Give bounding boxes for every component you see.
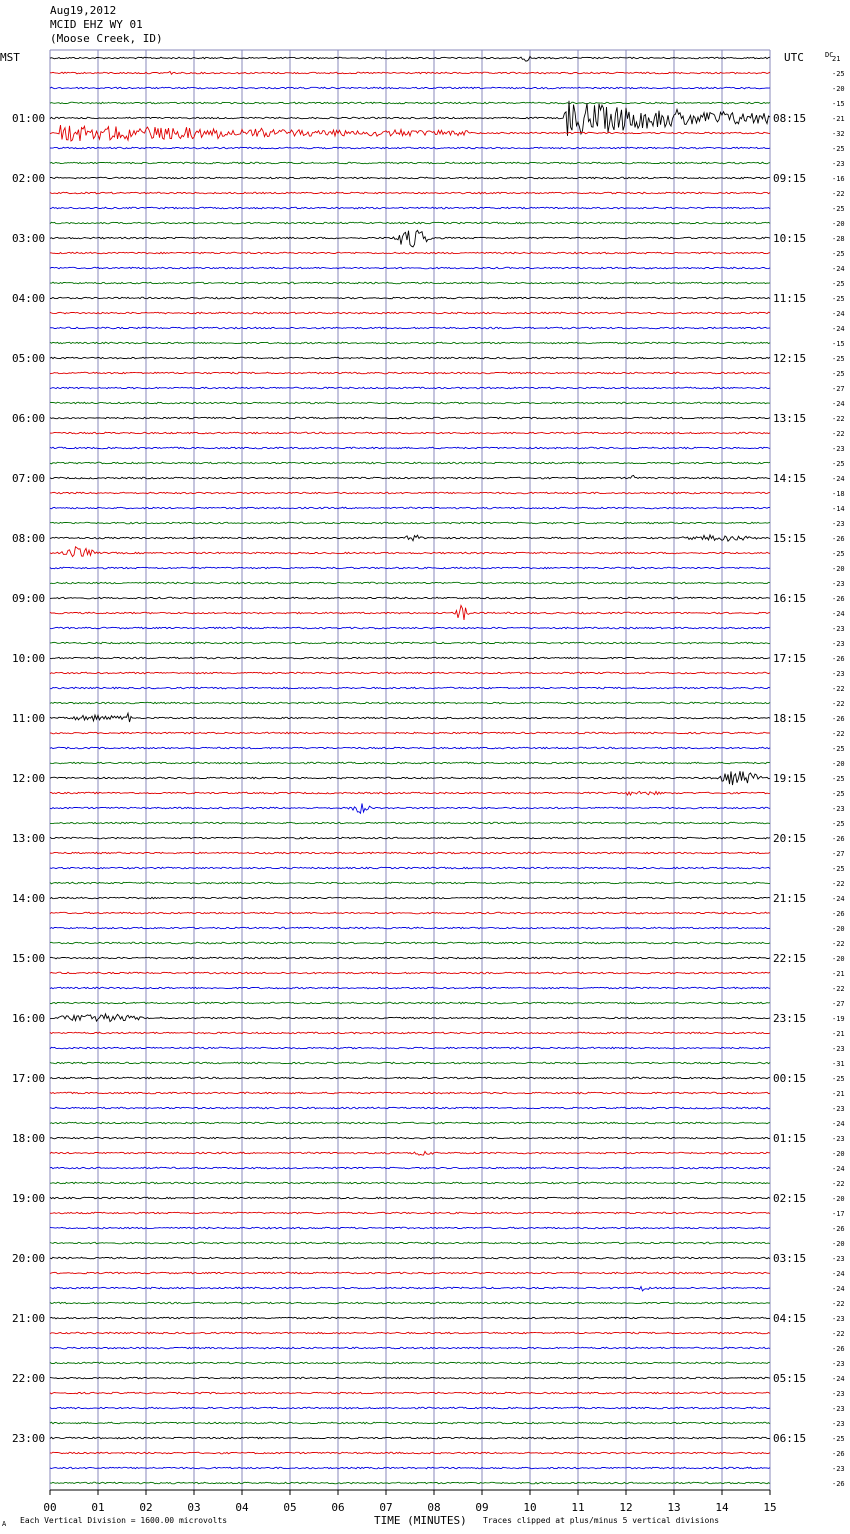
dc-value-label: -23 xyxy=(832,1405,845,1413)
trace-row-90 xyxy=(50,1407,770,1409)
trace-row-87 xyxy=(50,1362,770,1364)
dc-value-label: -23 xyxy=(832,670,845,678)
trace-row-76 xyxy=(50,1197,770,1199)
right-hour-label: 11:15 xyxy=(773,292,807,305)
trace-row-38 xyxy=(50,627,770,629)
right-hour-label: 23:15 xyxy=(773,1012,807,1025)
dc-value-label: -25 xyxy=(832,145,845,153)
left-hour-label: 01:00 xyxy=(12,112,46,125)
right-hour-label: 18:15 xyxy=(773,712,807,725)
trace-row-60 xyxy=(50,957,770,959)
trace-row-36 xyxy=(50,597,770,599)
dc-value-label: -22 xyxy=(832,700,845,708)
trace-row-2 xyxy=(50,87,770,89)
right-hour-label: 04:15 xyxy=(773,1312,807,1325)
dc-value-label: -27 xyxy=(832,850,845,858)
right-hour-label: 08:15 xyxy=(773,112,807,125)
trace-row-23 xyxy=(50,402,770,404)
x-tick-label: 00 xyxy=(43,1501,57,1514)
trace-row-49 xyxy=(50,791,770,795)
dc-value-label: -20 xyxy=(832,1150,845,1158)
footer-mark: A xyxy=(2,1520,7,1528)
trace-row-67 xyxy=(50,1062,770,1064)
trace-row-0 xyxy=(50,57,770,62)
trace-row-64 xyxy=(50,1014,770,1022)
dc-value-label: -26 xyxy=(832,655,845,663)
right-hour-label: 15:15 xyxy=(773,532,807,545)
left-hour-label: 10:00 xyxy=(12,652,46,665)
dc-value-label: -24 xyxy=(832,895,845,903)
trace-row-43 xyxy=(50,702,770,704)
dc-value-label: -20 xyxy=(832,925,845,933)
dc-value-label: -22 xyxy=(832,1330,845,1338)
trace-row-44 xyxy=(50,713,770,722)
trace-row-13 xyxy=(50,252,770,254)
trace-row-24 xyxy=(50,417,770,419)
dc-value-label: -22 xyxy=(832,415,845,423)
dc-value-label: -22 xyxy=(832,190,845,198)
left-hour-label: 15:00 xyxy=(12,952,46,965)
x-tick-label: 01 xyxy=(91,1501,105,1514)
footer-scale-note: Each Vertical Division = 1600.00 microvolts xyxy=(20,1516,228,1525)
dc-value-label: -19 xyxy=(832,1015,845,1023)
trace-row-88 xyxy=(50,1377,770,1379)
right-hour-label: 12:15 xyxy=(773,352,807,365)
trace-row-7 xyxy=(50,162,770,164)
right-hour-label: 03:15 xyxy=(773,1252,807,1265)
trace-row-1 xyxy=(50,71,770,74)
right-hour-label: 10:15 xyxy=(773,232,807,245)
dc-value-label: -20 xyxy=(832,1240,845,1248)
dc-value-label: -24 xyxy=(832,310,845,318)
x-tick-label: 14 xyxy=(715,1501,729,1514)
left-hour-label: 17:00 xyxy=(12,1072,46,1085)
dc-value-label: -24 xyxy=(832,1375,845,1383)
trace-row-42 xyxy=(50,687,770,689)
trace-row-66 xyxy=(50,1047,770,1049)
left-hour-label: 08:00 xyxy=(12,532,46,545)
left-hour-label: 07:00 xyxy=(12,472,46,485)
trace-row-41 xyxy=(50,672,770,674)
location-label: (Moose Creek, ID) xyxy=(50,32,163,45)
x-tick-label: 06 xyxy=(331,1501,345,1514)
trace-row-21 xyxy=(50,372,770,374)
dc-value-label: -21 xyxy=(832,1030,845,1038)
left-hour-label: 14:00 xyxy=(12,892,46,905)
right-hour-label: 16:15 xyxy=(773,592,807,605)
dc-value-label: -23 xyxy=(832,1315,845,1323)
trace-row-19 xyxy=(50,342,770,344)
right-hour-label: 20:15 xyxy=(773,832,807,845)
dc-value-label: -23 xyxy=(832,1045,845,1053)
trace-row-14 xyxy=(50,267,770,269)
x-tick-label: 07 xyxy=(379,1501,393,1514)
trace-row-34 xyxy=(50,567,770,569)
trace-row-61 xyxy=(50,972,770,974)
dc-value-label: -20 xyxy=(832,220,845,228)
left-hour-label: 04:00 xyxy=(12,292,46,305)
trace-row-30 xyxy=(50,507,770,509)
dc-value-label: -23 xyxy=(832,160,845,168)
date-label: Aug19,2012 xyxy=(50,4,117,17)
x-tick-label: 12 xyxy=(619,1501,633,1514)
left-hour-label: 16:00 xyxy=(12,1012,46,1025)
left-hour-label: 02:00 xyxy=(12,172,46,185)
trace-row-53 xyxy=(50,852,770,854)
trace-row-8 xyxy=(50,177,770,179)
dc-value-label: -20 xyxy=(832,955,845,963)
dc-value-label: -23 xyxy=(832,640,845,648)
right-hour-label: 19:15 xyxy=(773,772,807,785)
trace-row-12 xyxy=(50,230,770,247)
dc-value-label: -23 xyxy=(832,625,845,633)
trace-row-70 xyxy=(50,1107,770,1109)
dc-value-label: -25 xyxy=(832,1075,845,1083)
right-hour-label: 14:15 xyxy=(773,472,807,485)
trace-row-91 xyxy=(50,1422,770,1424)
trace-row-63 xyxy=(50,1002,770,1004)
dc-value-label: -24 xyxy=(832,325,845,333)
trace-row-33 xyxy=(50,547,770,557)
left-hour-label: 22:00 xyxy=(12,1372,46,1385)
x-tick-label: 05 xyxy=(283,1501,297,1514)
trace-row-77 xyxy=(50,1212,770,1214)
dc-value-label: -22 xyxy=(832,1300,845,1308)
dc-value-label: -26 xyxy=(832,835,845,843)
trace-row-45 xyxy=(50,732,770,734)
dc-value-label: -25 xyxy=(832,280,845,288)
dc-value-label: -25 xyxy=(832,775,845,783)
dc-value-label: -23 xyxy=(832,520,845,528)
dc-header-label: DC xyxy=(825,51,834,59)
trace-row-40 xyxy=(50,657,770,659)
trace-row-25 xyxy=(50,432,770,434)
trace-row-93 xyxy=(50,1452,770,1454)
trace-row-22 xyxy=(50,387,770,389)
trace-row-16 xyxy=(50,297,770,299)
trace-row-92 xyxy=(50,1437,770,1439)
trace-row-84 xyxy=(50,1317,770,1319)
trace-row-35 xyxy=(50,582,770,584)
dc-value-label: -21 xyxy=(832,1090,845,1098)
trace-row-72 xyxy=(50,1137,770,1139)
dc-value-label: -23 xyxy=(832,580,845,588)
left-hour-label: 19:00 xyxy=(12,1192,46,1205)
dc-value-label: -21 xyxy=(832,970,845,978)
dc-value-label: -23 xyxy=(832,805,845,813)
x-tick-label: 02 xyxy=(139,1501,153,1514)
trace-row-95 xyxy=(50,1482,770,1484)
x-tick-label: 03 xyxy=(187,1501,201,1514)
trace-row-28 xyxy=(50,475,770,478)
dc-value-label: -23 xyxy=(832,1465,845,1473)
trace-row-15 xyxy=(50,282,770,284)
trace-row-85 xyxy=(50,1332,770,1334)
trace-row-27 xyxy=(50,462,770,464)
dc-value-label: -24 xyxy=(832,1165,845,1173)
right-hour-label: 22:15 xyxy=(773,952,807,965)
dc-value-label: -25 xyxy=(832,250,845,258)
dc-value-label: -25 xyxy=(832,820,845,828)
dc-value-label: -23 xyxy=(832,1390,845,1398)
trace-row-80 xyxy=(50,1257,770,1259)
dc-value-label: -25 xyxy=(832,70,845,78)
dc-value-label: -22 xyxy=(832,730,845,738)
dc-value-label: -25 xyxy=(832,295,845,303)
dc-value-label: -31 xyxy=(832,1060,845,1068)
trace-row-79 xyxy=(50,1242,770,1244)
trace-row-65 xyxy=(50,1032,770,1034)
right-hour-label: 09:15 xyxy=(773,172,807,185)
trace-row-26 xyxy=(50,447,770,449)
trace-row-10 xyxy=(50,207,770,209)
trace-row-11 xyxy=(50,222,770,224)
dc-value-label: -22 xyxy=(832,430,845,438)
trace-row-6 xyxy=(50,147,770,149)
dc-value-label: -26 xyxy=(832,910,845,918)
x-tick-label: 04 xyxy=(235,1501,249,1514)
right-hour-label: 17:15 xyxy=(773,652,807,665)
dc-value-label: -26 xyxy=(832,715,845,723)
dc-value-label: -20 xyxy=(832,85,845,93)
station-label: MCID EHZ WY 01 xyxy=(50,18,143,31)
left-hour-label: 12:00 xyxy=(12,772,46,785)
trace-row-52 xyxy=(50,837,770,839)
trace-row-57 xyxy=(50,912,770,914)
trace-row-58 xyxy=(50,927,770,929)
left-hour-label: 06:00 xyxy=(12,412,46,425)
dc-value-label: -20 xyxy=(832,760,845,768)
left-hour-label: 21:00 xyxy=(12,1312,46,1325)
dc-value-label: -18 xyxy=(832,490,845,498)
x-tick-label: 11 xyxy=(571,1501,585,1514)
x-axis-title: TIME (MINUTES) xyxy=(374,1514,467,1527)
dc-value-label: -20 xyxy=(832,565,845,573)
right-hour-label: 02:15 xyxy=(773,1192,807,1205)
dc-value-label: -25 xyxy=(832,460,845,468)
left-hour-label: 20:00 xyxy=(12,1252,46,1265)
trace-row-51 xyxy=(50,822,770,824)
dc-value-label: -26 xyxy=(832,1450,845,1458)
dc-value-label: -25 xyxy=(832,205,845,213)
dc-value-label: -25 xyxy=(832,550,845,558)
trace-row-83 xyxy=(50,1302,770,1304)
dc-value-label: -26 xyxy=(832,535,845,543)
left-hour-label: 13:00 xyxy=(12,832,46,845)
dc-value-label: -25 xyxy=(832,790,845,798)
dc-value-label: -23 xyxy=(832,1360,845,1368)
dc-value-label: -17 xyxy=(832,1210,845,1218)
trace-row-48 xyxy=(50,771,770,785)
time-axis xyxy=(43,1490,776,1514)
x-tick-label: 09 xyxy=(475,1501,489,1514)
right-hour-label: 21:15 xyxy=(773,892,807,905)
trace-row-37 xyxy=(50,606,770,621)
trace-row-56 xyxy=(50,897,770,899)
right-hour-label: 13:15 xyxy=(773,412,807,425)
dc-value-label: -21 xyxy=(832,115,845,123)
x-tick-label: 10 xyxy=(523,1501,537,1514)
trace-row-55 xyxy=(50,882,770,884)
x-tick-label: 15 xyxy=(763,1501,777,1514)
trace-row-39 xyxy=(50,642,770,644)
trace-row-20 xyxy=(50,357,770,359)
dc-value-label: -22 xyxy=(832,1180,845,1188)
dc-value-label: -24 xyxy=(832,1285,845,1293)
left-hour-label: 05:00 xyxy=(12,352,46,365)
dc-value-label: -25 xyxy=(832,1435,845,1443)
footer-clip-note: Traces clipped at plus/minus 5 vertical divisions xyxy=(483,1516,720,1525)
dc-value-label: -25 xyxy=(832,355,845,363)
trace-row-3 xyxy=(50,102,770,104)
dc-value-label: -15 xyxy=(832,100,845,108)
trace-row-31 xyxy=(50,522,770,524)
right-hour-label: 06:15 xyxy=(773,1432,807,1445)
trace-lines xyxy=(50,57,770,1484)
dc-value-label: -28 xyxy=(832,235,845,243)
dc-value-label: -20 xyxy=(832,1195,845,1203)
right-hour-label: 01:15 xyxy=(773,1132,807,1145)
trace-row-17 xyxy=(50,312,770,314)
trace-row-89 xyxy=(50,1392,770,1394)
trace-row-54 xyxy=(50,867,770,869)
dc-value-label: -27 xyxy=(832,385,845,393)
dc-value-label: -25 xyxy=(832,745,845,753)
dc-value-label: -24 xyxy=(832,1120,845,1128)
trace-row-75 xyxy=(50,1182,770,1184)
trace-row-46 xyxy=(50,747,770,749)
x-tick-label: 13 xyxy=(667,1501,681,1514)
trace-row-59 xyxy=(50,942,770,944)
right-timezone-label: UTC xyxy=(784,51,804,64)
dc-value-label: -25 xyxy=(832,370,845,378)
x-tick-label: 08 xyxy=(427,1501,441,1514)
trace-row-47 xyxy=(50,762,770,764)
dc-value-label: -23 xyxy=(832,1105,845,1113)
dc-value-label: -22 xyxy=(832,880,845,888)
dc-value-label: -24 xyxy=(832,265,845,273)
left-hour-label: 09:00 xyxy=(12,592,46,605)
trace-row-82 xyxy=(50,1287,770,1291)
dc-value-label: -23 xyxy=(832,1255,845,1263)
trace-row-9 xyxy=(50,192,770,194)
dc-value-label: -24 xyxy=(832,400,845,408)
trace-row-50 xyxy=(50,803,770,813)
right-hour-label: 00:15 xyxy=(773,1072,807,1085)
dc-value-label: -23 xyxy=(832,445,845,453)
trace-row-68 xyxy=(50,1077,770,1079)
dc-value-label: -26 xyxy=(832,1225,845,1233)
left-hour-label: 18:00 xyxy=(12,1132,46,1145)
dc-value-label: -24 xyxy=(832,475,845,483)
dc-value-label: -22 xyxy=(832,940,845,948)
dc-value-label: -22 xyxy=(832,985,845,993)
trace-row-78 xyxy=(50,1227,770,1229)
trace-row-73 xyxy=(50,1151,770,1155)
dc-value-label: -24 xyxy=(832,610,845,618)
trace-row-62 xyxy=(50,987,770,989)
dc-value-label: -26 xyxy=(832,595,845,603)
dc-value-label: -27 xyxy=(832,1000,845,1008)
left-hour-label: 23:00 xyxy=(12,1432,46,1445)
dc-value-label: 21 xyxy=(832,55,841,63)
dc-value-label: -16 xyxy=(832,175,845,183)
dc-value-label: -32 xyxy=(832,130,845,138)
dc-value-label: -24 xyxy=(832,1270,845,1278)
left-hour-label: 11:00 xyxy=(12,712,46,725)
dc-value-label: -26 xyxy=(832,1345,845,1353)
trace-row-18 xyxy=(50,327,770,329)
dc-value-label: -23 xyxy=(832,1420,845,1428)
trace-row-5 xyxy=(50,125,770,141)
dc-value-label: -14 xyxy=(832,505,845,513)
trace-row-29 xyxy=(50,492,770,494)
dc-value-label: -23 xyxy=(832,1135,845,1143)
trace-row-86 xyxy=(50,1347,770,1349)
dc-value-label: -25 xyxy=(832,865,845,873)
trace-row-71 xyxy=(50,1122,770,1124)
left-hour-label: 03:00 xyxy=(12,232,46,245)
trace-row-94 xyxy=(50,1467,770,1469)
trace-row-32 xyxy=(50,535,770,541)
left-timezone-label: MST xyxy=(0,51,20,64)
trace-row-69 xyxy=(50,1092,770,1094)
trace-row-81 xyxy=(50,1272,770,1274)
dc-value-label: -22 xyxy=(832,685,845,693)
trace-row-74 xyxy=(50,1167,770,1169)
right-hour-label: 05:15 xyxy=(773,1372,807,1385)
dc-value-label: -26 xyxy=(832,1480,845,1488)
dc-value-label: -15 xyxy=(832,340,845,348)
